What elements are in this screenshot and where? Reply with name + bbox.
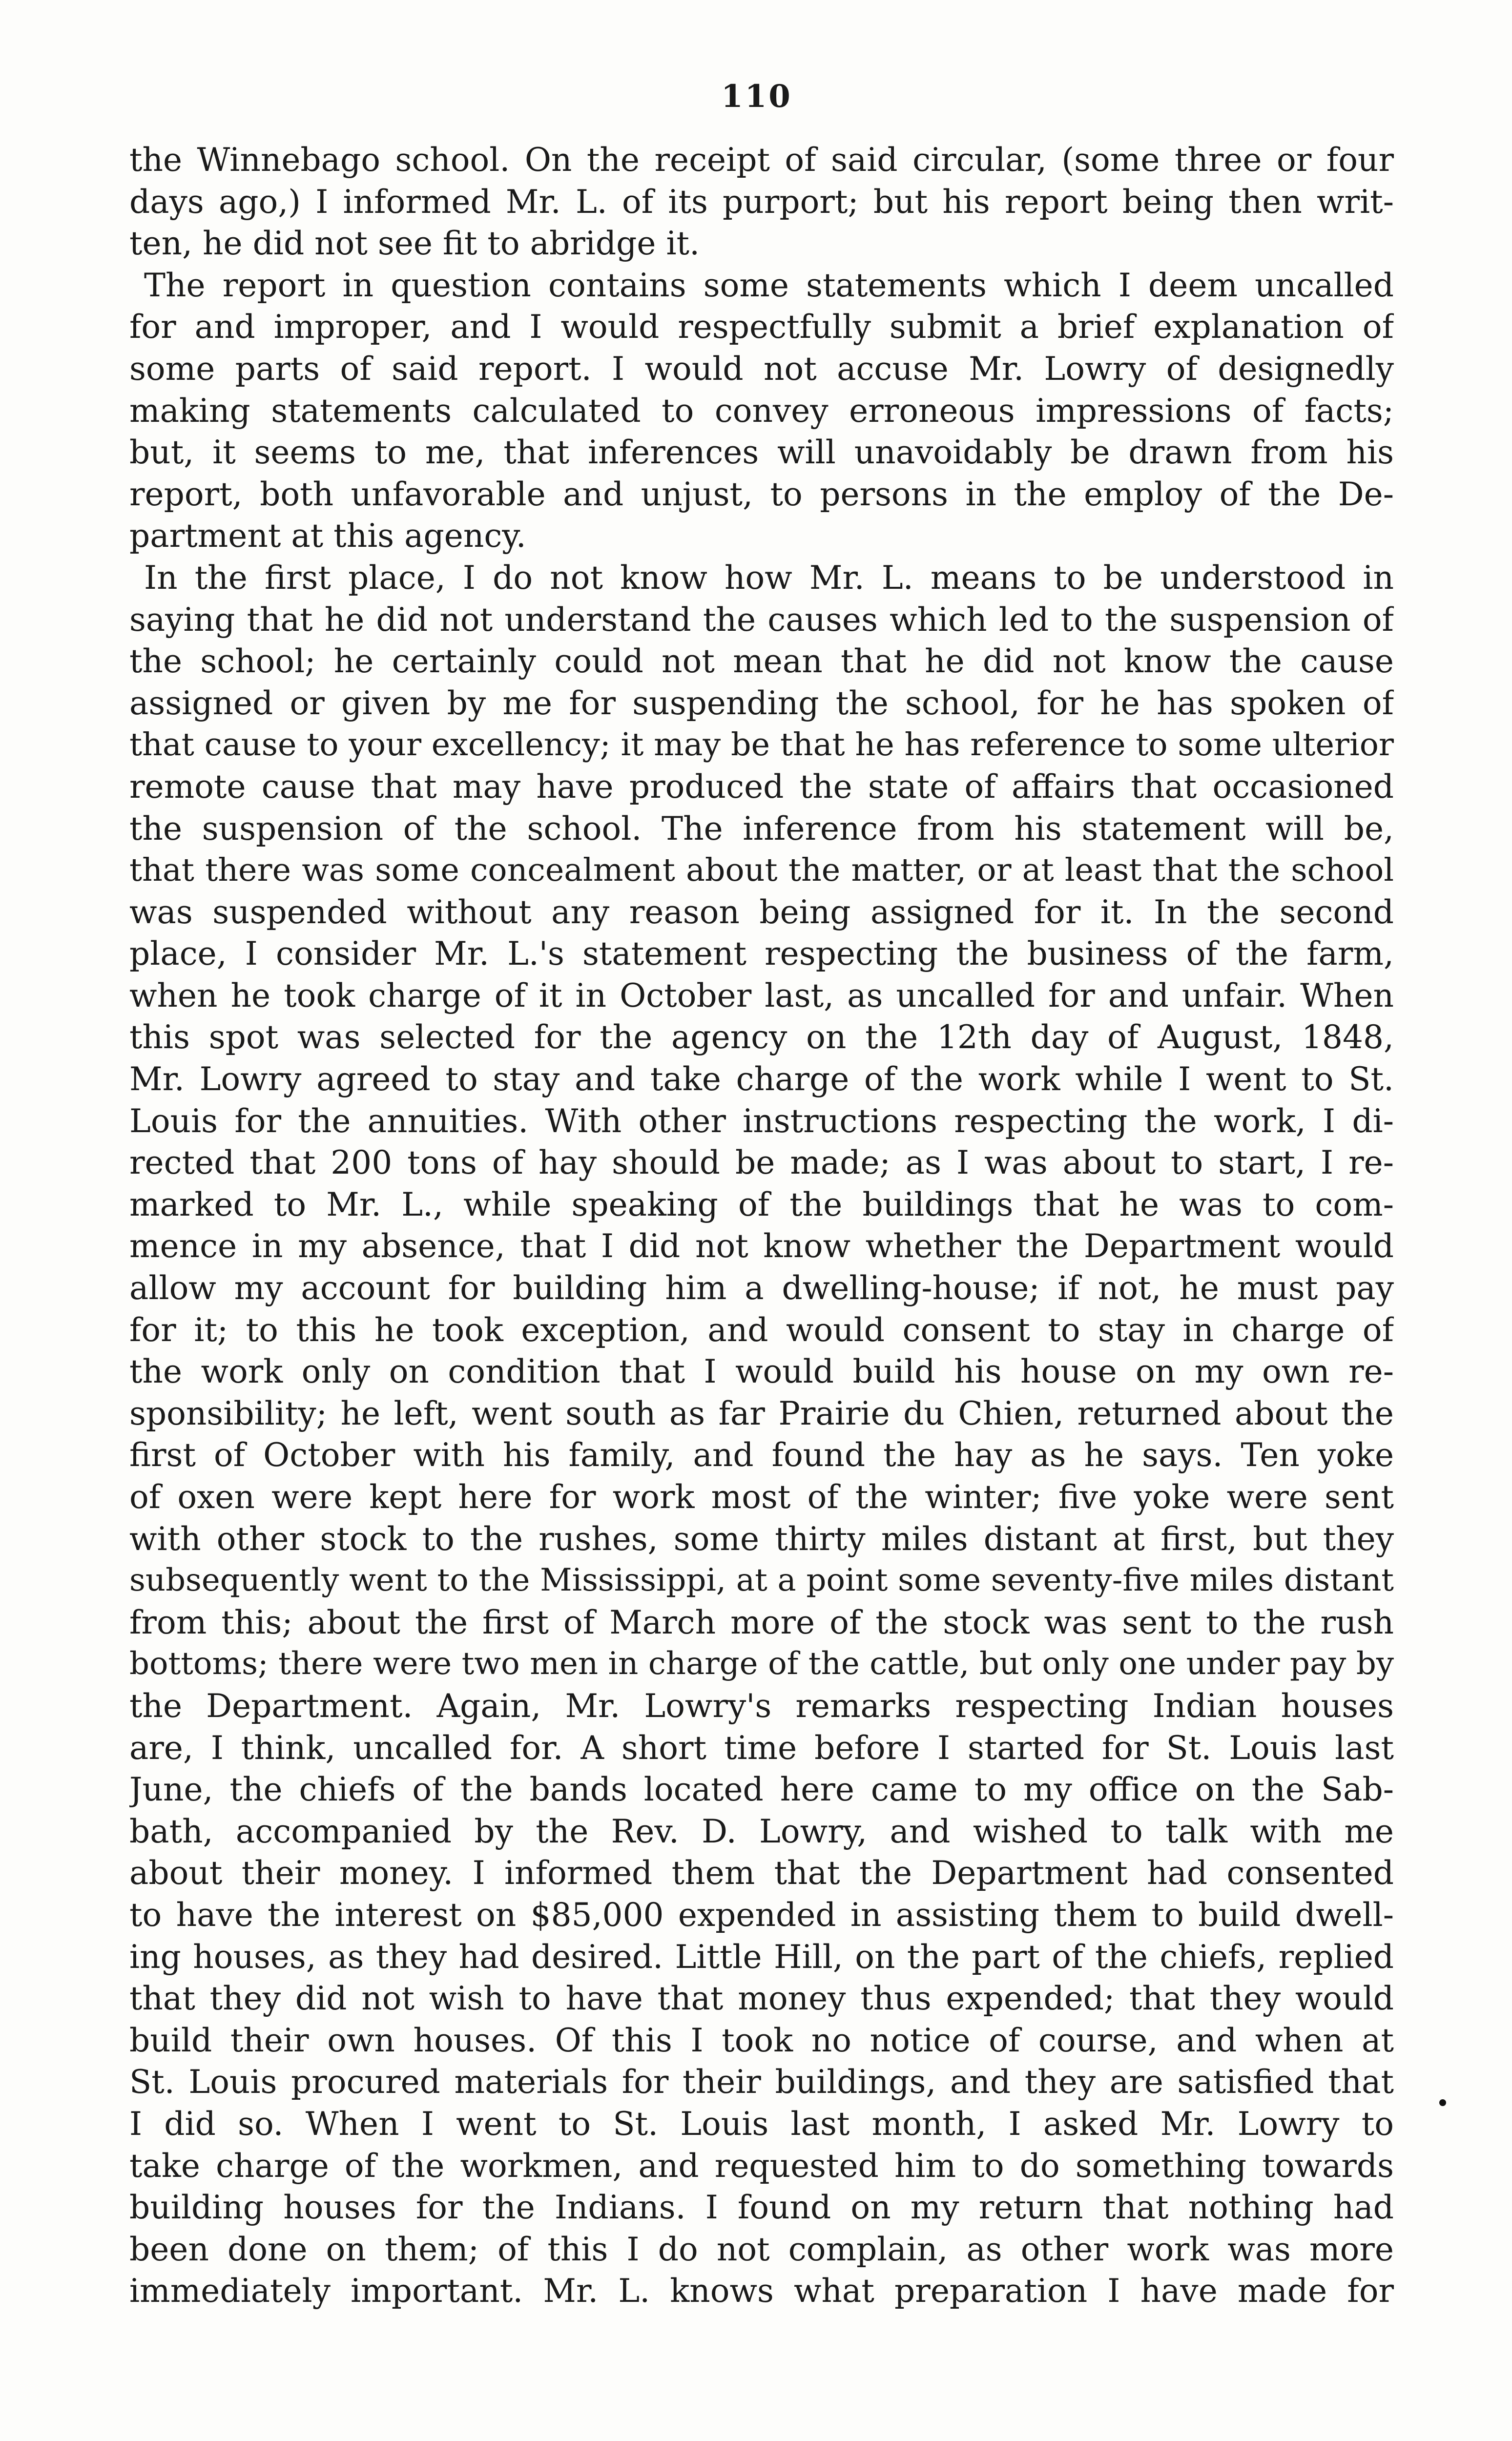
text-line: June, the chiefs of the bands located here came to my office on the Sab- [129,1771,1394,1809]
page-number: 110 [721,78,792,115]
text-line: building houses for the Indians. I found on my return that nothing had [129,2189,1394,2227]
text-line: bottoms; there were two men in charge of the cattle, but only one under pay by [129,1646,1394,1682]
text-line: Louis for the annuities. With other instructions respecting the work, I di- [129,1102,1394,1140]
text-line: to have the interest on $85,000 expended in assisting them to build dwell- [129,1896,1394,1934]
text-line: ten, he did not see fit to abridge it. [129,225,700,263]
text-line: the Department. Again, Mr. Lowry's remarks respecting Indian houses [129,1687,1394,1725]
text-line: for and improper, and I would respectfully submit a brief explanation of [129,308,1394,346]
text-line: of oxen were kept here for work most of the winter; five yoke were sent [129,1478,1394,1516]
text-line: report, both unfavorable and unjust, to persons in the employ of the De- [129,475,1394,513]
text-line: that they did not wish to have that money thus expended; that they would [129,1980,1394,2018]
text-line: Mr. Lowry agreed to stay and take charge of the work while I went to St. [129,1060,1394,1098]
text-line: sponsibility; he left, went south as far Prairie du Chien, returned about the [129,1394,1394,1432]
text-line: with other stock to the rushes, some thirty miles distant at first, but they [129,1520,1394,1558]
text-line: I did so. When I went to St. Louis last month, I asked Mr. Lowry to [129,2105,1394,2143]
text-line: bath, accompanied by the Rev. D. Lowry, and wished to talk with me [129,1812,1394,1850]
text-line: this spot was selected for the agency on the 12th day of August, 1848, [129,1018,1394,1056]
body-text [129,139,1394,2312]
text-line: making statements calculated to convey erroneous impressions of facts; [129,392,1394,430]
text-line: been done on them; of this I do not complain, as other work was more [129,2230,1394,2268]
text-line: for it; to this he took exception, and would consent to stay in charge of [129,1311,1394,1349]
text-line: the work only on condition that I would build his house on my own re- [129,1353,1394,1391]
text-line: but, it seems to me, that inferences will unavoidably be drawn from his [129,434,1394,472]
text-line: allow my account for building him a dwelling-house; if not, he must pay [129,1269,1394,1307]
text-line: The report in question contains some statements which I deem uncalled [144,266,1394,304]
text-line: days ago,) I informed Mr. L. of its purport; but his report being then writ- [129,183,1394,221]
text-line: when he took charge of it in October last, as uncalled for and unfair. When [129,976,1394,1014]
text-line: about their money. I informed them that the Department had consented [129,1854,1394,1892]
text-line: mence in my absence, that I did not know whether the Department would [129,1227,1394,1265]
text-line: first of October with his family, and found the hay as he says. Ten yoke [129,1436,1394,1474]
text-line: are, I think, uncalled for. A short time before I started for St. Louis last [129,1729,1394,1767]
text-line: rected that 200 tons of hay should be made; as I was about to start, I re- [129,1144,1394,1182]
text-line: was suspended without any reason being assigned for it. In the second [129,893,1394,931]
text-line: immediately important. Mr. L. knows what preparation I have made for [129,2272,1394,2310]
text-line: marked to Mr. L., while speaking of the buildings that he was to com- [129,1185,1394,1223]
margin-ink-mark [1439,2099,1446,2106]
text-line: saying that he did not understand the causes which led to the suspension of [129,600,1394,639]
text-line: some parts of said report. I would not accuse Mr. Lowry of designedly [129,350,1394,388]
text-line: that cause to your excellency; it may be that he has reference to some ulterior [129,726,1394,764]
text-line: ing houses, as they had desired. Little Hill, on the part of the chiefs, replied [129,1938,1394,1976]
text-line: In the first place, I do not know how Mr. L. means to be understood in [144,559,1394,597]
text-line: take charge of the workmen, and requested him to do something towards [129,2147,1394,2185]
text-line: place, I consider Mr. L.'s statement respecting the business of the farm, [129,935,1394,973]
text-line: St. Louis procured materials for their buildings, and they are satisfied that [129,2063,1394,2101]
text-line: the suspension of the school. The inference from his statement will be, [129,809,1394,848]
text-line: that there was some concealment about the matter, or at least that the school [129,852,1394,889]
text-line: assigned or given by me for suspending the school, for he has spoken of [129,684,1394,722]
text-line: the Winnebago school. On the receipt of said circular, (some three or four [129,141,1394,179]
text-line: remote cause that may have produced the state of affairs that occasioned [129,767,1394,806]
text-line: from this; about the first of March more of the stock was sent to the rush [129,1603,1394,1641]
text-line: partment at this agency. [129,517,526,555]
text-line: the school; he certainly could not mean that he did not know the cause [129,642,1394,681]
text-line: build their own houses. Of this I took no notice of course, and when at [129,2021,1394,2059]
text-line: subsequently went to the Mississippi, at a point some seventy-five miles distant [129,1562,1394,1599]
